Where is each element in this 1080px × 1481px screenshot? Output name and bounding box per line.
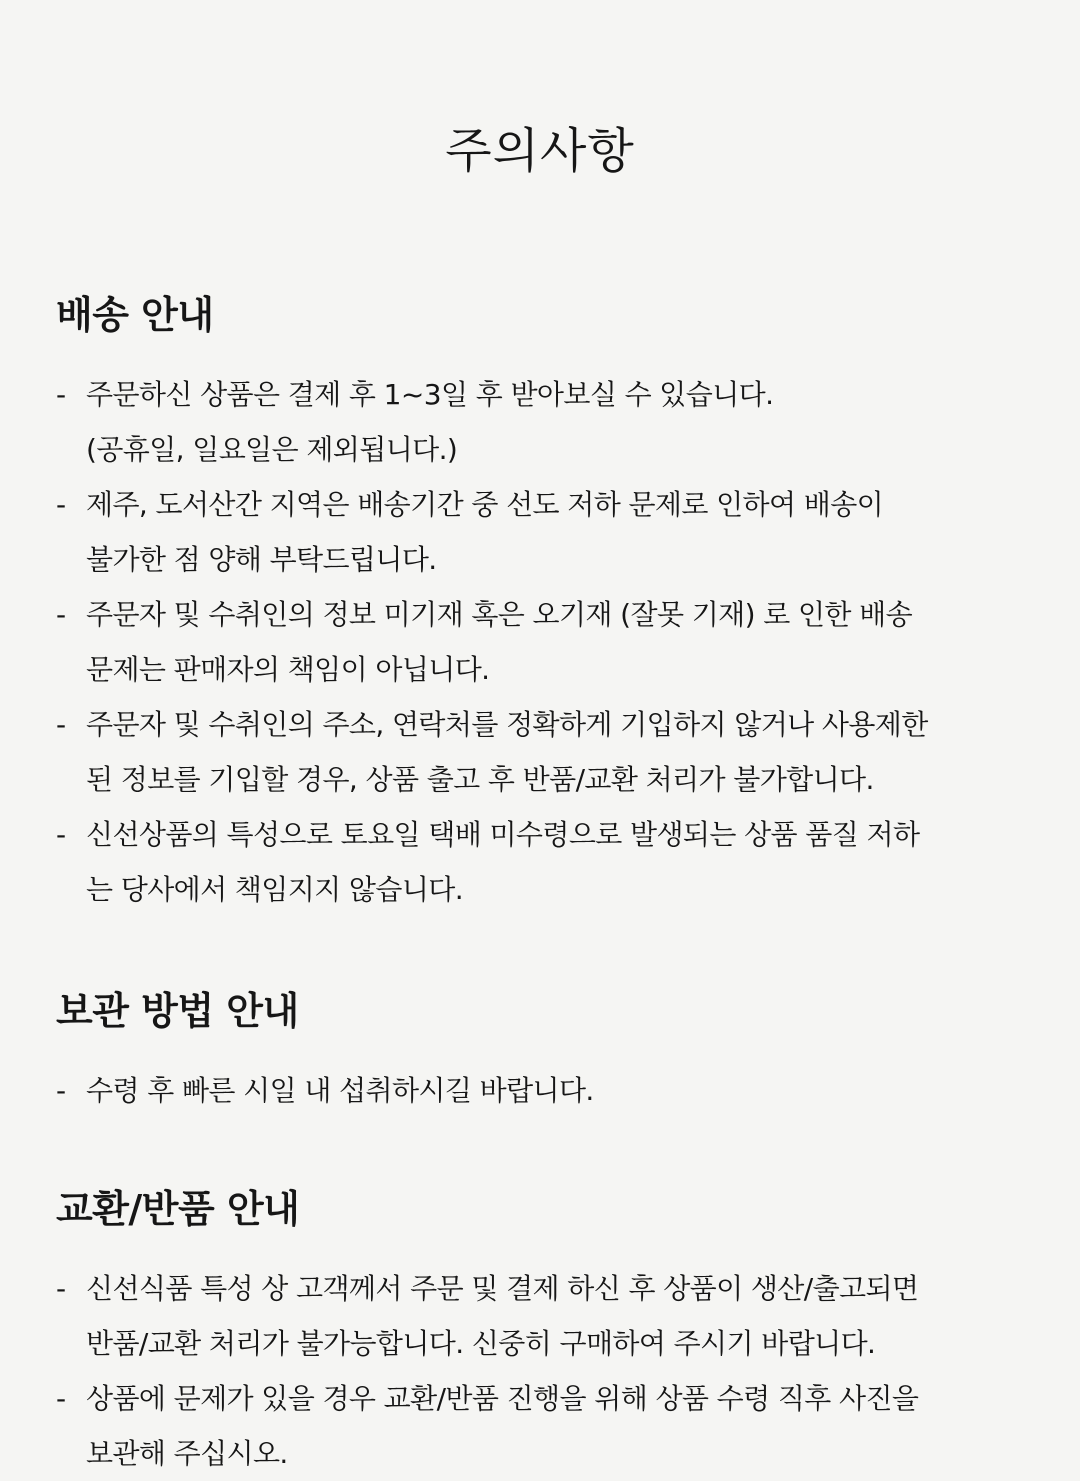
item-line: 신선식품 특성 상 고객께서 주문 및 결제 하신 후 상품이 생산/출고되면 (86, 1272, 919, 1305)
bullet-dash: - (56, 1272, 66, 1305)
bullet-dash: - (56, 1382, 66, 1415)
item-line: 주문하신 상품은 결제 후 1~3일 후 받아보실 수 있습니다. (86, 378, 774, 411)
item-line: 제주, 도서산간 지역은 배송기간 중 선도 저하 문제로 인하여 배송이 (86, 488, 884, 521)
section-heading-exchange: 교환/반품 안내 (56, 1187, 300, 1231)
page-title: 주의사항 (445, 123, 635, 179)
bullet-dash: - (56, 708, 66, 741)
bullet-dash: - (56, 378, 66, 411)
list-item (56, 587, 1020, 697)
list-item (56, 697, 1020, 807)
storage-list (56, 1063, 1020, 1118)
item-line: 는 당사에서 책임지지 않습니다. (86, 873, 464, 906)
item-line: 신선상품의 특성으로 토요일 택배 미수령으로 발생되는 상품 품질 저하 (86, 818, 920, 851)
item-line: 주문자 및 수취인의 주소, 연락처를 정확하게 기입하지 않거나 사용제한 (86, 708, 928, 741)
item-line: 문제는 판매자의 책임이 아닙니다. (86, 653, 490, 686)
list-item (56, 1371, 1020, 1481)
bullet-dash: - (56, 598, 66, 631)
exchange-list (56, 1261, 1020, 1481)
item-line: 주문자 및 수취인의 정보 미기재 혹은 오기재 (잘못 기재) 로 인한 배송 (86, 598, 913, 631)
section-delivery (56, 284, 1020, 917)
bullet-dash: - (56, 1074, 66, 1107)
section-heading-storage: 보관 방법 안내 (56, 989, 299, 1033)
section-heading-delivery: 배송 안내 (56, 293, 214, 337)
item-line: 상품에 문제가 있을 경우 교환/반품 진행을 위해 상품 수령 직후 사진을 (86, 1382, 919, 1415)
delivery-list (56, 367, 1020, 917)
item-line: 반품/교환 처리가 불가능합니다. 신중히 구매하여 주시기 바랍니다. (86, 1327, 876, 1360)
section-exchange (56, 1178, 1020, 1481)
item-line: (공휴일, 일요일은 제외됩니다.) (86, 433, 458, 466)
list-item (56, 477, 1020, 587)
item-line: 수령 후 빠른 시일 내 섭취하시길 바랍니다. (86, 1074, 594, 1107)
list-item (56, 807, 1020, 917)
item-line: 된 정보를 기입할 경우, 상품 출고 후 반품/교환 처리가 불가합니다. (86, 763, 874, 796)
item-line: 보관해 주십시오. (86, 1437, 288, 1470)
bullet-dash: - (56, 488, 66, 521)
section-storage (56, 980, 1020, 1118)
item-line: 불가한 점 양해 부탁드립니다. (86, 543, 437, 576)
list-item (56, 1261, 1020, 1371)
list-item (56, 1063, 1020, 1118)
bullet-dash: - (56, 818, 66, 851)
list-item (56, 367, 1020, 477)
